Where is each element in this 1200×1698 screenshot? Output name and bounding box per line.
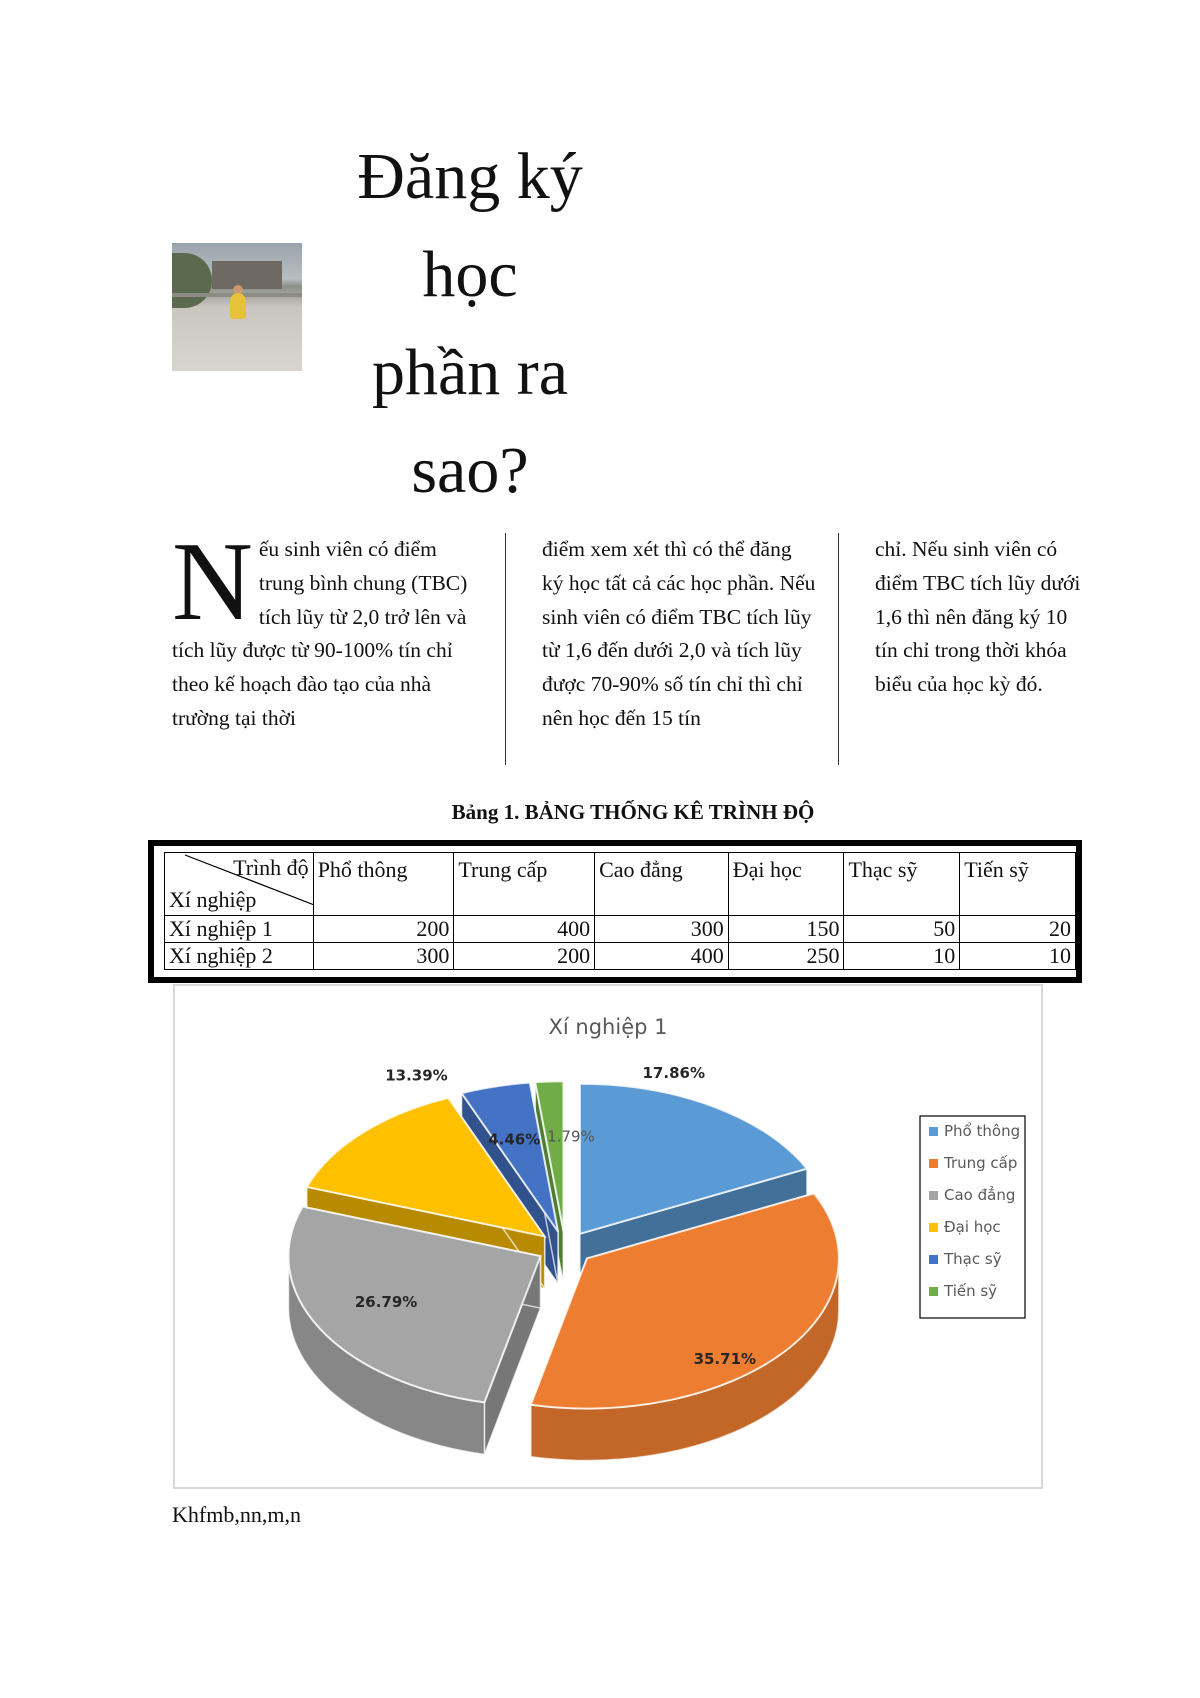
legend-swatch [929, 1159, 938, 1168]
pie-data-label: 1.79% [547, 1127, 595, 1146]
table-cell: 10 [960, 943, 1076, 970]
table-caption: Bảng 1. BẢNG THỐNG KÊ TRÌNH ĐỘ [451, 800, 815, 824]
pie-data-label: 4.46% [488, 1130, 541, 1149]
legend-label: Trung cấp [944, 1154, 1018, 1172]
pie-chart-container [173, 984, 1043, 1489]
column-header: Thạc sỹ [844, 853, 960, 916]
table-frame [148, 840, 1082, 983]
column-header: Phổ thông [313, 853, 454, 916]
table-cell: 150 [728, 916, 844, 943]
legend-swatch [929, 1287, 938, 1296]
row-label: Xí nghiệp 2 [165, 943, 314, 970]
title-line: phần ra [371, 336, 569, 409]
table-cell: 300 [313, 943, 454, 970]
pie-data-label: 35.71% [693, 1349, 757, 1368]
legend-label: Thạc sỹ [944, 1250, 1002, 1268]
pie-data-label: 13.39% [385, 1066, 448, 1085]
legend-label: Đại học [944, 1218, 1001, 1236]
corner-bottom-label: Xí nghiệp [169, 887, 257, 912]
column-header: Tiến sỹ [960, 853, 1076, 916]
table-cell: 50 [844, 916, 960, 943]
legend-swatch [929, 1127, 938, 1136]
chart-title: Xí nghiệp 1 [548, 1015, 668, 1039]
row-label: Xí nghiệp 1 [165, 916, 314, 943]
table-cell: 300 [595, 916, 729, 943]
table-cell: 200 [454, 943, 595, 970]
table-row [165, 943, 1076, 970]
legend-label: Phổ thông [944, 1122, 1021, 1140]
legend-label: Tiến sỹ [944, 1282, 998, 1300]
title-line: sao? [411, 434, 529, 507]
table-cell: 400 [595, 943, 729, 970]
legend-label: Cao đẳng [944, 1186, 1016, 1204]
article-body [172, 520, 1092, 765]
column-3-text: chỉ. Nếu sinh viên có điểm TBC tích lũy dưới 1,6 thì nên đăng ký 10 tín chỉ trong thời khóa biểu của học kỳ đó. [875, 537, 1081, 697]
corner-top-label: Trình độ [233, 855, 309, 880]
table-cell: 200 [313, 916, 454, 943]
legend-swatch [929, 1255, 938, 1264]
drop-cap: N [172, 520, 253, 644]
table-corner-cell [165, 853, 314, 916]
column-1-text: ếu sinh viên có điểm trung bình chung (TBC) tích lũy từ 2,0 trở lên và tích lũy được từ 90-100% tín chỉ theo kế hoạch đào tạo của nhà trường tại thời [172, 537, 468, 730]
table-header-row [165, 853, 1076, 916]
footer-text: Khfmb,nn,m,n [172, 1502, 301, 1527]
column-1 [172, 520, 505, 765]
column-header: Trung cấp [454, 853, 595, 916]
legend-swatch [929, 1223, 938, 1232]
title-line: học [422, 238, 518, 311]
pie-data-label: 26.79% [354, 1292, 418, 1311]
stats-table [164, 852, 1076, 970]
article-title [320, 128, 620, 520]
table-cell: 20 [960, 916, 1076, 943]
pie-chart [175, 986, 1041, 1487]
column-2-text: điểm xem xét thì có thể đăng ký học tất cả các học phần. Nếu sinh viên có điểm TBC tích lũy từ 1,6 đến dưới 2,0 và tích lũy được 70-90% số tín chỉ thì chỉ nên học đến 15 tín [542, 537, 816, 730]
legend-swatch [929, 1191, 938, 1200]
column-3 [838, 533, 1092, 765]
pie-data-label: 17.86% [642, 1063, 705, 1082]
column-header: Đại học [728, 853, 844, 916]
table-cell: 10 [844, 943, 960, 970]
table-row [165, 916, 1076, 943]
table-cell: 400 [454, 916, 595, 943]
article-photo [172, 243, 302, 371]
table-cell: 250 [728, 943, 844, 970]
title-line: Đăng ký [357, 140, 583, 213]
column-2 [505, 533, 838, 765]
column-header: Cao đẳng [595, 853, 729, 916]
